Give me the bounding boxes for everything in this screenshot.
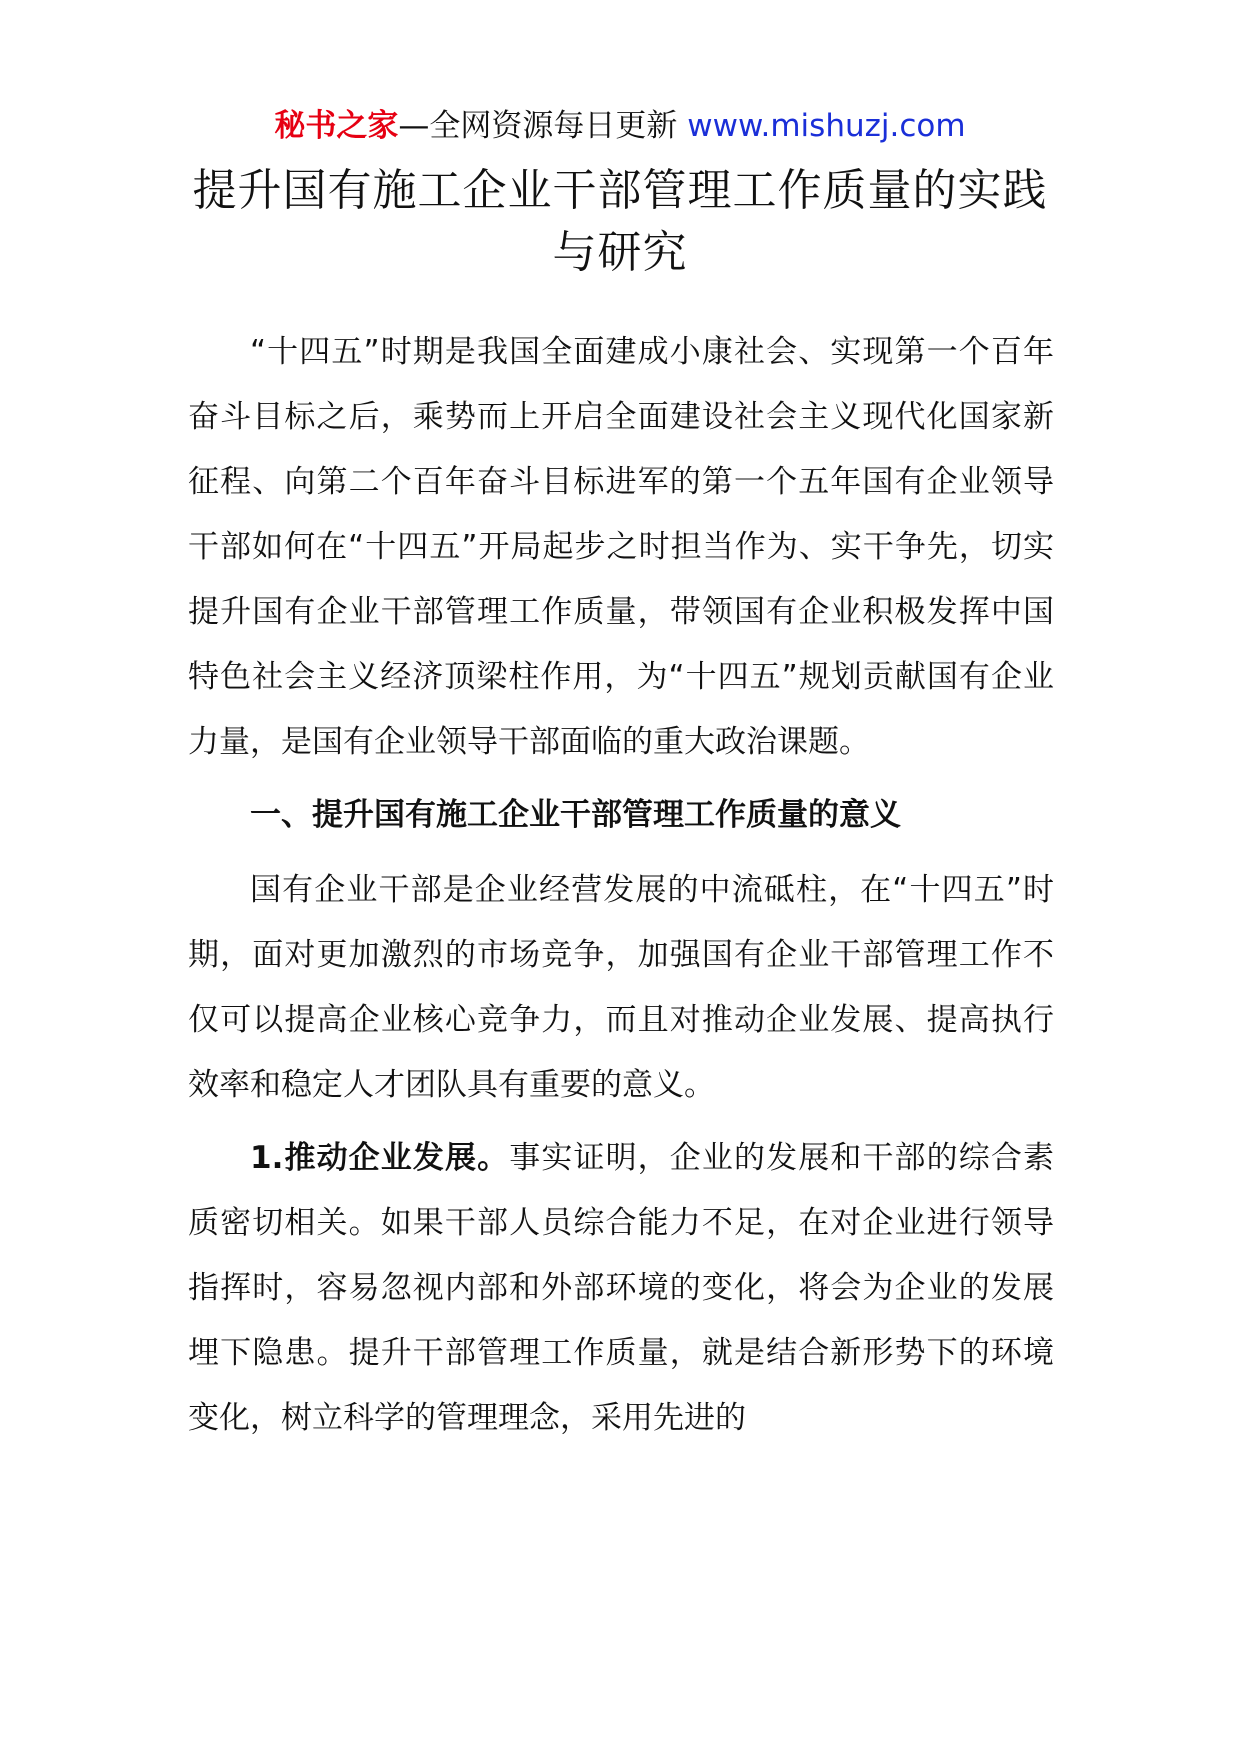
- section-1-paragraph: 国有企业干部是企业经营发展的中流砥柱，在“十四五”时期，面对更加激烈的市场竞争，加强国有企业干部管理工作不仅可以提高企业核心竞争力，而且对推动企业发展、提高执行效率和稳定人才团队具有重要的意义。: [188, 872, 1054, 1103]
- banner-url-link[interactable]: www.mishuzj.com: [687, 108, 966, 144]
- section-1-heading: 一、提升国有施工企业干部管理工作质量的意义: [250, 797, 901, 833]
- point-1-paragraph: [188, 1126, 1054, 1451]
- document-body: [188, 320, 1054, 1451]
- point-1-lead: 1.推动企业发展。: [250, 1140, 510, 1176]
- banner-tagline: —全网资源每日更新: [398, 108, 688, 144]
- point-1-text: 事实证明，企业的发展和干部的综合素质密切相关。如果干部人员综合能力不足，在对企业进行领导指挥时，容易忽视内部和外部环境的变化，将会为企业的发展埋下隐患。提升干部管理工作质量，就是结合新形势下的环境变化，树立科学的管理理念，采用先进的: [188, 1140, 1054, 1436]
- document-title: 提升国有施工企业干部管理工作质量的实践与研究: [192, 165, 1048, 278]
- paragraph-gap: [188, 1118, 1054, 1126]
- banner-brand: 秘书之家: [274, 108, 399, 144]
- intro-paragraph: “十四五”时期是我国全面建成小康社会、实现第一个百年奋斗目标之后，乘势而上开启全面建设社会主义现代化国家新征程、向第二个百年奋斗目标进军的第一个五年国有企业领导干部如何在“十四五”开局起步之时担当作为、实干争先，切实提升国有企业干部管理工作质量，带领国有企业积极发挥中国特色社会主义经济顶梁柱作用，为“十四五”规划贡献国有企业力量，是国有企业领导干部面临的重大政治课题。: [188, 334, 1054, 760]
- site-banner: [0, 104, 1240, 148]
